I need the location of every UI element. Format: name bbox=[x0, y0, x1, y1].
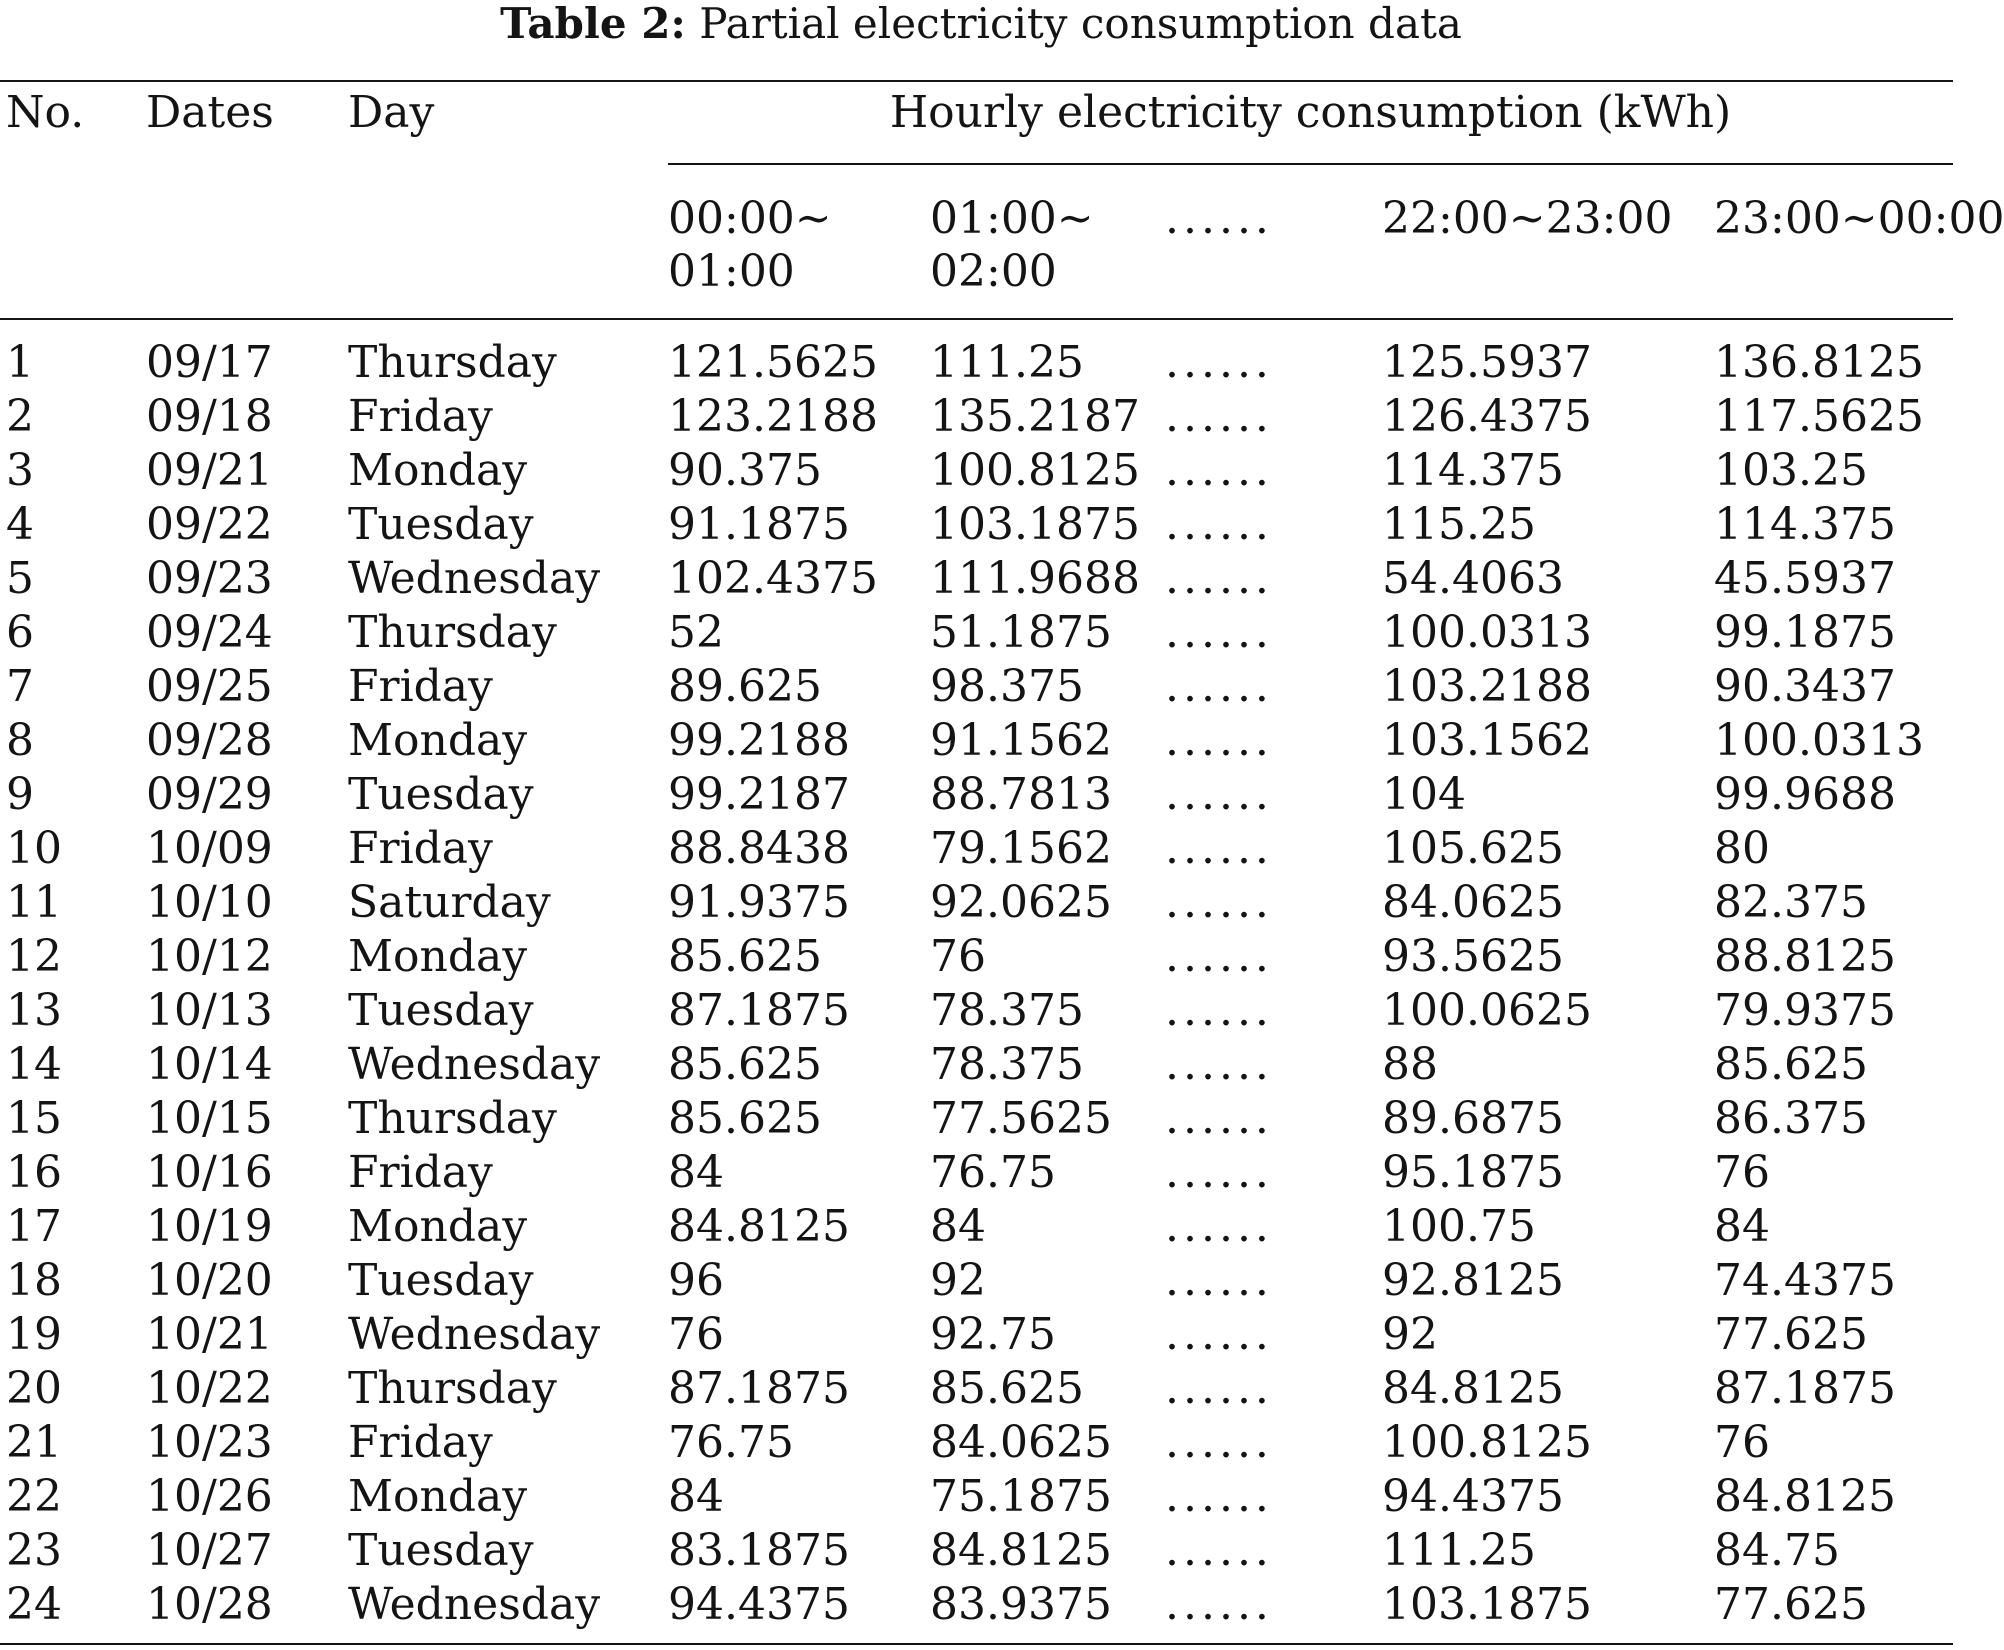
table-caption-label: Table 2: bbox=[500, 0, 686, 48]
cell-ellipsis: ...... bbox=[1165, 391, 1273, 442]
cell-h22: 115.25 bbox=[1382, 499, 1536, 550]
cell-ellipsis: ...... bbox=[1165, 1525, 1273, 1576]
cell-h22: 103.1562 bbox=[1382, 715, 1592, 766]
cell-h0: 76 bbox=[668, 1309, 724, 1360]
cell-date: 10/27 bbox=[146, 1525, 273, 1576]
cell-date: 09/29 bbox=[146, 769, 273, 820]
cell-h0: 83.1875 bbox=[668, 1525, 850, 1576]
cell-h22: 114.375 bbox=[1382, 445, 1564, 496]
cell-day: Tuesday bbox=[348, 985, 534, 1036]
header-h0-line1: 00:00~ bbox=[668, 193, 832, 244]
cell-date: 10/13 bbox=[146, 985, 273, 1036]
cell-date: 10/20 bbox=[146, 1255, 273, 1306]
cell-h23: 136.8125 bbox=[1714, 337, 1924, 388]
cell-h23: 76 bbox=[1714, 1147, 1770, 1198]
cell-ellipsis: ...... bbox=[1165, 607, 1273, 658]
cell-day: Monday bbox=[348, 1471, 528, 1522]
cell-h1: 78.375 bbox=[930, 1039, 1084, 1090]
cell-h0: 84 bbox=[668, 1147, 724, 1198]
cell-date: 10/23 bbox=[146, 1417, 273, 1468]
cell-h0: 89.625 bbox=[668, 661, 822, 712]
cell-day: Thursday bbox=[348, 1093, 557, 1144]
cell-h23: 74.4375 bbox=[1714, 1255, 1896, 1306]
cell-ellipsis: ...... bbox=[1165, 823, 1273, 874]
cell-ellipsis: ...... bbox=[1165, 1147, 1273, 1198]
cell-ellipsis: ...... bbox=[1165, 1579, 1273, 1630]
table-row bbox=[0, 552, 1962, 606]
header-no: No. bbox=[6, 87, 85, 138]
cell-h23: 117.5625 bbox=[1714, 391, 1924, 442]
cell-day: Tuesday bbox=[348, 1525, 534, 1576]
cell-day: Wednesday bbox=[348, 1579, 601, 1630]
cell-day: Monday bbox=[348, 1201, 528, 1252]
cell-h22: 93.5625 bbox=[1382, 931, 1564, 982]
bottom-rule bbox=[0, 1643, 1953, 1645]
cell-no: 18 bbox=[6, 1255, 62, 1306]
cell-h23: 84.75 bbox=[1714, 1525, 1840, 1576]
cell-day: Tuesday bbox=[348, 1255, 534, 1306]
cell-no: 7 bbox=[6, 661, 34, 712]
cell-date: 10/22 bbox=[146, 1363, 273, 1414]
table-row bbox=[0, 390, 1962, 444]
cell-date: 10/12 bbox=[146, 931, 273, 982]
table-caption bbox=[0, 0, 1962, 48]
cell-h1: 78.375 bbox=[930, 985, 1084, 1036]
cell-h0: 88.8438 bbox=[668, 823, 850, 874]
cell-h22: 92.8125 bbox=[1382, 1255, 1564, 1306]
cell-h23: 84.8125 bbox=[1714, 1471, 1896, 1522]
cell-h0: 85.625 bbox=[668, 931, 822, 982]
cell-ellipsis: ...... bbox=[1165, 715, 1273, 766]
cell-h1: 91.1562 bbox=[930, 715, 1112, 766]
cell-date: 09/21 bbox=[146, 445, 273, 496]
cell-h23: 114.375 bbox=[1714, 499, 1896, 550]
cell-h1: 76 bbox=[930, 931, 986, 982]
table-row bbox=[0, 822, 1962, 876]
cell-h23: 77.625 bbox=[1714, 1579, 1868, 1630]
cell-date: 10/16 bbox=[146, 1147, 273, 1198]
header-h1-line1: 01:00~ bbox=[930, 193, 1094, 244]
cell-no: 20 bbox=[6, 1363, 62, 1414]
cell-h23: 82.375 bbox=[1714, 877, 1868, 928]
cell-h22: 105.625 bbox=[1382, 823, 1564, 874]
cell-ellipsis: ...... bbox=[1165, 1417, 1273, 1468]
cell-h22: 100.8125 bbox=[1382, 1417, 1592, 1468]
cell-date: 10/15 bbox=[146, 1093, 273, 1144]
table-row bbox=[0, 1362, 1962, 1416]
cell-day: Monday bbox=[348, 715, 528, 766]
cell-h1: 92.0625 bbox=[930, 877, 1112, 928]
cell-date: 09/18 bbox=[146, 391, 273, 442]
cell-ellipsis: ...... bbox=[1165, 553, 1273, 604]
cell-h0: 52 bbox=[668, 607, 724, 658]
table-row bbox=[0, 1524, 1962, 1578]
cell-ellipsis: ...... bbox=[1165, 1255, 1273, 1306]
cell-no: 21 bbox=[6, 1417, 62, 1468]
cell-h1: 111.25 bbox=[930, 337, 1084, 388]
cell-day: Friday bbox=[348, 823, 493, 874]
cell-h23: 99.1875 bbox=[1714, 607, 1896, 658]
cell-no: 8 bbox=[6, 715, 34, 766]
cell-h22: 125.5937 bbox=[1382, 337, 1592, 388]
cell-day: Wednesday bbox=[348, 1039, 601, 1090]
cell-h23: 80 bbox=[1714, 823, 1770, 874]
cell-h0: 99.2187 bbox=[668, 769, 850, 820]
cell-h23: 85.625 bbox=[1714, 1039, 1868, 1090]
cell-h1: 98.375 bbox=[930, 661, 1084, 712]
cell-h0: 87.1875 bbox=[668, 985, 850, 1036]
cell-day: Tuesday bbox=[348, 499, 534, 550]
cell-h1: 100.8125 bbox=[930, 445, 1140, 496]
cell-date: 10/21 bbox=[146, 1309, 273, 1360]
cell-h1: 135.2187 bbox=[930, 391, 1140, 442]
cell-h1: 84.8125 bbox=[930, 1525, 1112, 1576]
cell-no: 16 bbox=[6, 1147, 62, 1198]
cell-date: 10/26 bbox=[146, 1471, 273, 1522]
cell-h0: 84.8125 bbox=[668, 1201, 850, 1252]
cell-h0: 87.1875 bbox=[668, 1363, 850, 1414]
cell-ellipsis: ...... bbox=[1165, 337, 1273, 388]
cell-h22: 95.1875 bbox=[1382, 1147, 1564, 1198]
cell-ellipsis: ...... bbox=[1165, 931, 1273, 982]
cell-date: 09/17 bbox=[146, 337, 273, 388]
cell-h0: 84 bbox=[668, 1471, 724, 1522]
table-row bbox=[0, 876, 1962, 930]
top-rule bbox=[0, 80, 1953, 82]
cell-no: 6 bbox=[6, 607, 34, 658]
cell-day: Friday bbox=[348, 661, 493, 712]
cell-h22: 94.4375 bbox=[1382, 1471, 1564, 1522]
cell-ellipsis: ...... bbox=[1165, 1363, 1273, 1414]
cell-day: Friday bbox=[348, 1417, 493, 1468]
cell-day: Wednesday bbox=[348, 553, 601, 604]
cell-ellipsis: ...... bbox=[1165, 985, 1273, 1036]
cell-no: 24 bbox=[6, 1579, 62, 1630]
cell-h0: 123.2188 bbox=[668, 391, 878, 442]
header-dates: Dates bbox=[146, 87, 274, 138]
table-row bbox=[0, 1578, 1962, 1632]
cell-h0: 91.1875 bbox=[668, 499, 850, 550]
table-row bbox=[0, 606, 1962, 660]
cell-no: 23 bbox=[6, 1525, 62, 1576]
cell-day: Friday bbox=[348, 391, 493, 442]
cell-date: 10/19 bbox=[146, 1201, 273, 1252]
cell-ellipsis: ...... bbox=[1165, 769, 1273, 820]
table-row bbox=[0, 984, 1962, 1038]
cell-day: Thursday bbox=[348, 1363, 557, 1414]
table-row bbox=[0, 714, 1962, 768]
cell-ellipsis: ...... bbox=[1165, 1201, 1273, 1252]
cell-h0: 90.375 bbox=[668, 445, 822, 496]
table-row bbox=[0, 768, 1962, 822]
table-row bbox=[0, 336, 1962, 390]
cell-day: Thursday bbox=[348, 607, 557, 658]
cell-no: 1 bbox=[6, 337, 34, 388]
cell-ellipsis: ...... bbox=[1165, 877, 1273, 928]
table-row bbox=[0, 1470, 1962, 1524]
cell-no: 12 bbox=[6, 931, 62, 982]
cell-ellipsis: ...... bbox=[1165, 1471, 1273, 1522]
table-row bbox=[0, 660, 1962, 714]
cell-h23: 77.625 bbox=[1714, 1309, 1868, 1360]
cell-h23: 88.8125 bbox=[1714, 931, 1896, 982]
cell-date: 09/25 bbox=[146, 661, 273, 712]
cell-date: 09/22 bbox=[146, 499, 273, 550]
cell-h22: 84.0625 bbox=[1382, 877, 1564, 928]
cell-h0: 121.5625 bbox=[668, 337, 878, 388]
cell-h0: 85.625 bbox=[668, 1039, 822, 1090]
cell-day: Monday bbox=[348, 931, 528, 982]
cell-h1: 85.625 bbox=[930, 1363, 1084, 1414]
cell-h1: 92 bbox=[930, 1255, 986, 1306]
header-bottom-rule bbox=[0, 318, 1953, 320]
cell-date: 10/14 bbox=[146, 1039, 273, 1090]
cell-no: 15 bbox=[6, 1093, 62, 1144]
table-row bbox=[0, 930, 1962, 984]
cell-no: 5 bbox=[6, 553, 34, 604]
cell-no: 10 bbox=[6, 823, 62, 874]
cell-h23: 103.25 bbox=[1714, 445, 1868, 496]
cell-day: Saturday bbox=[348, 877, 551, 928]
cell-h23: 45.5937 bbox=[1714, 553, 1896, 604]
cell-date: 10/09 bbox=[146, 823, 273, 874]
cell-no: 17 bbox=[6, 1201, 62, 1252]
cell-no: 9 bbox=[6, 769, 34, 820]
cell-no: 2 bbox=[6, 391, 34, 442]
cell-h22: 100.75 bbox=[1382, 1201, 1536, 1252]
cell-no: 3 bbox=[6, 445, 34, 496]
cell-no: 22 bbox=[6, 1471, 62, 1522]
header-day: Day bbox=[348, 87, 435, 138]
table-row bbox=[0, 1146, 1962, 1200]
cell-h22: 84.8125 bbox=[1382, 1363, 1564, 1414]
cell-date: 09/23 bbox=[146, 553, 273, 604]
table-row bbox=[0, 1038, 1962, 1092]
cell-no: 19 bbox=[6, 1309, 62, 1360]
cell-ellipsis: ...... bbox=[1165, 661, 1273, 712]
header-h23: 23:00~00:00 bbox=[1714, 193, 2004, 244]
cell-h23: 87.1875 bbox=[1714, 1363, 1896, 1414]
cell-no: 4 bbox=[6, 499, 34, 550]
cell-day: Monday bbox=[348, 445, 528, 496]
cell-h23: 76 bbox=[1714, 1417, 1770, 1468]
header-hourly-group: Hourly electricity consumption (kWh) bbox=[889, 87, 1732, 138]
header-h0-line2: 01:00 bbox=[668, 246, 795, 297]
cell-h1: 84 bbox=[930, 1201, 986, 1252]
cell-ellipsis: ...... bbox=[1165, 499, 1273, 550]
cell-h0: 85.625 bbox=[668, 1093, 822, 1144]
cell-day: Tuesday bbox=[348, 769, 534, 820]
cell-h23: 90.3437 bbox=[1714, 661, 1896, 712]
cell-h1: 83.9375 bbox=[930, 1579, 1112, 1630]
cell-ellipsis: ...... bbox=[1165, 1093, 1273, 1144]
cell-h1: 79.1562 bbox=[930, 823, 1112, 874]
cell-h0: 91.9375 bbox=[668, 877, 850, 928]
cell-h0: 96 bbox=[668, 1255, 724, 1306]
cell-h23: 100.0313 bbox=[1714, 715, 1924, 766]
cell-date: 09/24 bbox=[146, 607, 273, 658]
table-row bbox=[0, 1308, 1962, 1362]
cell-h23: 84 bbox=[1714, 1201, 1770, 1252]
cell-day: Friday bbox=[348, 1147, 493, 1198]
cell-h1: 75.1875 bbox=[930, 1471, 1112, 1522]
cell-date: 10/10 bbox=[146, 877, 273, 928]
cell-day: Wednesday bbox=[348, 1309, 601, 1360]
cell-h1: 111.9688 bbox=[930, 553, 1140, 604]
cell-h1: 103.1875 bbox=[930, 499, 1140, 550]
cell-h1: 88.7813 bbox=[930, 769, 1112, 820]
cell-date: 09/28 bbox=[146, 715, 273, 766]
cell-h22: 54.4063 bbox=[1382, 553, 1564, 604]
table-row bbox=[0, 1092, 1962, 1146]
cell-h1: 76.75 bbox=[930, 1147, 1056, 1198]
cell-h22: 104 bbox=[1382, 769, 1466, 820]
cell-ellipsis: ...... bbox=[1165, 445, 1273, 496]
cell-no: 11 bbox=[6, 877, 62, 928]
cell-h0: 99.2188 bbox=[668, 715, 850, 766]
cell-date: 10/28 bbox=[146, 1579, 273, 1630]
header-ellipsis: ...... bbox=[1165, 193, 1273, 244]
cell-no: 13 bbox=[6, 985, 62, 1036]
group-rule bbox=[668, 163, 1953, 165]
cell-ellipsis: ...... bbox=[1165, 1039, 1273, 1090]
cell-h0: 102.4375 bbox=[668, 553, 878, 604]
cell-h22: 88 bbox=[1382, 1039, 1438, 1090]
cell-h22: 89.6875 bbox=[1382, 1093, 1564, 1144]
table-row bbox=[0, 1416, 1962, 1470]
cell-h0: 76.75 bbox=[668, 1417, 794, 1468]
cell-h1: 84.0625 bbox=[930, 1417, 1112, 1468]
cell-h1: 51.1875 bbox=[930, 607, 1112, 658]
table-row bbox=[0, 444, 1962, 498]
cell-no: 14 bbox=[6, 1039, 62, 1090]
cell-h1: 77.5625 bbox=[930, 1093, 1112, 1144]
table-caption-text: Partial electricity consumption data bbox=[699, 0, 1462, 48]
cell-h0: 94.4375 bbox=[668, 1579, 850, 1630]
cell-h22: 111.25 bbox=[1382, 1525, 1536, 1576]
table-row bbox=[0, 498, 1962, 552]
table-row bbox=[0, 1200, 1962, 1254]
cell-h22: 103.1875 bbox=[1382, 1579, 1592, 1630]
cell-h22: 92 bbox=[1382, 1309, 1438, 1360]
table-row bbox=[0, 1254, 1962, 1308]
cell-ellipsis: ...... bbox=[1165, 1309, 1273, 1360]
cell-h22: 126.4375 bbox=[1382, 391, 1592, 442]
cell-h23: 79.9375 bbox=[1714, 985, 1896, 1036]
header-h22: 22:00~23:00 bbox=[1382, 193, 1673, 244]
cell-h23: 86.375 bbox=[1714, 1093, 1868, 1144]
cell-h22: 100.0625 bbox=[1382, 985, 1592, 1036]
cell-h1: 92.75 bbox=[930, 1309, 1056, 1360]
cell-h23: 99.9688 bbox=[1714, 769, 1896, 820]
cell-day: Thursday bbox=[348, 337, 557, 388]
cell-h22: 100.0313 bbox=[1382, 607, 1592, 658]
header-h1-line2: 02:00 bbox=[930, 246, 1057, 297]
cell-h22: 103.2188 bbox=[1382, 661, 1592, 712]
